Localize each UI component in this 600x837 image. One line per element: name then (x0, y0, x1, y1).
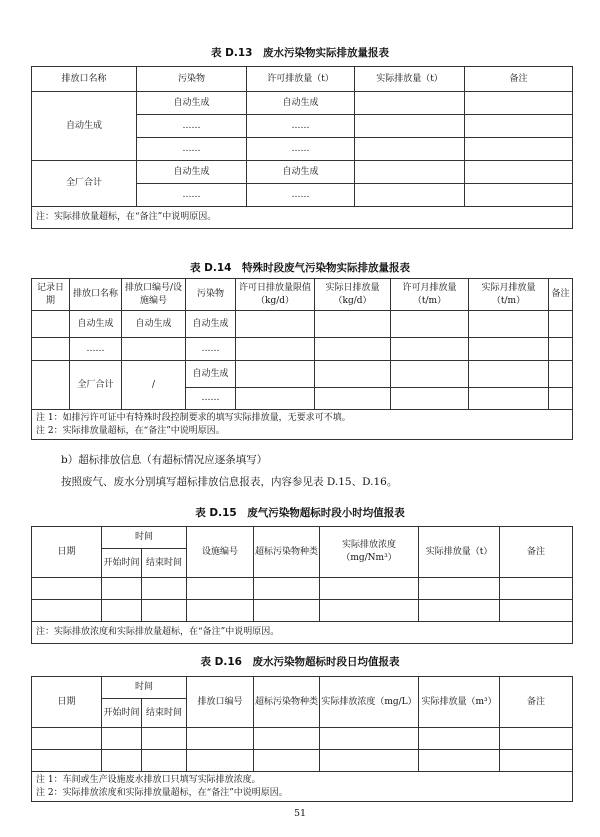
table-cell[interactable] (254, 728, 320, 750)
body-paragraph: 按照废气、废水分别填写超标排放信息报表，内容参见表 D.15、D.16。 (61, 476, 398, 488)
table-cell[interactable] (465, 184, 573, 207)
header-cell: 实际月排放量（t/m） (469, 279, 549, 311)
table-cell[interactable] (465, 161, 573, 184)
table-cell[interactable] (469, 361, 549, 388)
table-cell[interactable] (549, 361, 573, 388)
header-cell: 备注 (549, 279, 573, 311)
table-cell[interactable] (391, 338, 469, 361)
header-cell: 时间 (102, 527, 187, 549)
table-row (32, 527, 573, 549)
header-cell: 实际排放量（t） (419, 527, 500, 578)
header-cell: 日期 (32, 527, 102, 578)
header-cell: 排放口编号 (187, 677, 254, 728)
table-cell[interactable] (355, 92, 465, 115)
table-cell: 自动生成 (70, 311, 122, 338)
table-cell[interactable] (419, 750, 500, 772)
table-cell[interactable] (549, 338, 573, 361)
table-cell[interactable] (187, 750, 254, 772)
table-cell[interactable] (187, 600, 254, 622)
table-cell[interactable] (142, 750, 187, 772)
table-cell[interactable] (32, 728, 102, 750)
table-cell[interactable] (187, 578, 254, 600)
page-number: 51 (293, 808, 307, 819)
table-cell[interactable] (102, 578, 142, 600)
table-cell[interactable] (320, 728, 419, 750)
header-cell: 日期 (32, 677, 102, 728)
header-cell: 备注 (465, 67, 573, 92)
table-cell[interactable] (320, 600, 419, 622)
table-cell: …… (247, 184, 355, 207)
table-cell: 自动生成 (137, 92, 247, 115)
table-cell: 自动生成 (137, 161, 247, 184)
table-cell[interactable] (32, 578, 102, 600)
table-cell[interactable] (391, 311, 469, 338)
table-d16-caption: 表 D.16 废水污染物超标时段日均值报表 (200, 656, 400, 668)
table-row (32, 728, 573, 750)
header-cell: 许可排放量（t） (247, 67, 355, 92)
total-code-cell: / (122, 361, 186, 410)
table-cell: 自动生成 (186, 311, 236, 338)
table-cell[interactable] (549, 311, 573, 338)
table-cell[interactable] (315, 361, 391, 388)
header-cell: 许可月排放量（t/m） (391, 279, 469, 311)
table-cell: …… (137, 184, 247, 207)
header-cell: 许可日排放量限值（kg/d） (236, 279, 315, 311)
header-cell: 开始时间 (102, 549, 142, 578)
header-cell: 开始时间 (102, 699, 142, 728)
table-row (32, 578, 573, 600)
table-cell[interactable] (469, 338, 549, 361)
table-row (32, 311, 573, 338)
table-row (32, 750, 573, 772)
header-cell: 污染物 (137, 67, 247, 92)
table-cell[interactable] (102, 750, 142, 772)
table-cell[interactable] (315, 338, 391, 361)
table-cell[interactable] (391, 361, 469, 388)
table-cell[interactable] (465, 115, 573, 138)
table-cell: …… (137, 115, 247, 138)
table-cell[interactable] (320, 578, 419, 600)
table-cell[interactable] (32, 311, 70, 338)
table-note (32, 772, 573, 802)
table-cell[interactable] (355, 184, 465, 207)
table-cell[interactable] (32, 600, 102, 622)
table-row (32, 67, 573, 92)
table-cell: …… (186, 388, 236, 410)
header-cell: 实际排放量（m³） (419, 677, 500, 728)
table-cell[interactable] (254, 600, 320, 622)
table-cell[interactable] (419, 600, 500, 622)
header-cell: 备注 (500, 527, 573, 578)
table-cell[interactable] (236, 361, 315, 388)
total-name-cell: 全厂合计 (70, 361, 122, 410)
table-row (32, 279, 573, 311)
section-heading: b）超标排放信息（有超标情况应逐条填写） (61, 454, 268, 466)
table-row (32, 600, 573, 622)
table-row (32, 622, 573, 644)
note-line-2: 注 2：实际排放浓度和实际排放量超标，在“备注”中说明原因。 (36, 787, 288, 798)
table-cell[interactable] (355, 138, 465, 161)
table-cell[interactable] (500, 600, 573, 622)
header-cell: 排放口名称 (70, 279, 122, 311)
header-cell: 记录日期 (32, 279, 70, 311)
table-cell[interactable] (187, 728, 254, 750)
header-cell: 排放口名称 (32, 67, 137, 92)
table-d14-caption: 表 D.14 特殊时段废气污染物实际排放量报表 (190, 262, 410, 274)
table-cell[interactable] (500, 578, 573, 600)
table-cell[interactable] (419, 728, 500, 750)
table-cell[interactable] (236, 338, 315, 361)
table-row (32, 207, 573, 229)
header-cell: 实际日排放量（kg/d） (315, 279, 391, 311)
table-cell[interactable] (102, 600, 142, 622)
table-note: 注：实际排放浓度和实际排放量超标，在“备注”中说明原因。 (32, 622, 573, 644)
table-cell[interactable] (142, 728, 187, 750)
total-name-cell: 全厂合计 (32, 161, 137, 207)
header-cell: 实际排放浓度（mg/L） (320, 677, 419, 728)
table-cell: …… (247, 115, 355, 138)
header-cell: 设施编号 (187, 527, 254, 578)
table-row (32, 410, 573, 440)
table-cell[interactable] (142, 600, 187, 622)
table-cell: …… (137, 138, 247, 161)
table-d15 (31, 526, 573, 644)
header-cell: 排放口编号/设施编号 (122, 279, 186, 311)
table-cell: …… (247, 138, 355, 161)
table-cell[interactable] (122, 338, 186, 361)
table-cell: …… (186, 338, 236, 361)
table-d15-caption: 表 D.15 废气污染物超标时段小时均值报表 (195, 507, 405, 519)
note-line-1: 注 1：车间或生产设施废水排放口只填写实际排放浓度。 (36, 774, 261, 785)
table-cell[interactable] (142, 578, 187, 600)
table-cell[interactable] (355, 161, 465, 184)
outlet-name-cell: 自动生成 (32, 92, 137, 161)
note-line-2: 注 2：实际排放量超标，在“备注”中说明原因。 (36, 425, 225, 436)
table-cell[interactable] (254, 750, 320, 772)
table-row (32, 677, 573, 699)
table-cell: …… (70, 338, 122, 361)
table-cell[interactable] (469, 388, 549, 410)
table-cell[interactable] (465, 92, 573, 115)
table-cell[interactable] (102, 728, 142, 750)
table-d16 (31, 676, 573, 802)
table-cell[interactable] (549, 388, 573, 410)
table-cell[interactable] (355, 115, 465, 138)
table-cell[interactable] (465, 138, 573, 161)
header-cell: 超标污染物种类 (254, 527, 320, 578)
note-line-1: 注 1：如排污许可证中有特殊时段控制要求的填写实际排放量，无要求可不填。 (36, 412, 351, 423)
table-cell: 自动生成 (247, 161, 355, 184)
header-cell: 结束时间 (142, 549, 187, 578)
table-d13-caption: 表 D.13 废水污染物实际排放量报表 (211, 47, 389, 59)
table-cell: 自动生成 (186, 361, 236, 388)
table-cell[interactable] (500, 750, 573, 772)
table-d13 (31, 66, 573, 229)
table-note (32, 410, 573, 440)
table-cell[interactable] (236, 311, 315, 338)
table-row (32, 361, 573, 388)
header-cell: 污染物 (186, 279, 236, 311)
header-cell: 备注 (500, 677, 573, 728)
table-cell: 自动生成 (122, 311, 186, 338)
table-cell[interactable] (32, 750, 102, 772)
table-note: 注：实际排放量超标，在“备注”中说明原因。 (32, 207, 573, 229)
table-row (32, 161, 573, 184)
table-row (32, 92, 573, 115)
table-row (32, 338, 573, 361)
table-cell[interactable] (254, 578, 320, 600)
header-cell: 实际排放量（t） (355, 67, 465, 92)
header-cell: 时间 (102, 677, 187, 699)
table-cell[interactable] (320, 750, 419, 772)
header-cell: 结束时间 (142, 699, 187, 728)
header-cell: 超标污染物种类 (254, 677, 320, 728)
table-cell[interactable] (469, 311, 549, 338)
table-cell[interactable] (236, 388, 315, 410)
table-row (32, 772, 573, 802)
table-cell[interactable] (315, 311, 391, 338)
table-cell[interactable] (315, 388, 391, 410)
table-cell: 自动生成 (247, 92, 355, 115)
table-cell[interactable] (32, 338, 70, 361)
table-cell[interactable] (419, 578, 500, 600)
table-cell[interactable] (32, 361, 70, 410)
table-cell[interactable] (391, 388, 469, 410)
header-cell: 实际排放浓度（mg/Nm³） (320, 527, 419, 578)
table-d14 (31, 278, 573, 440)
table-cell[interactable] (500, 728, 573, 750)
